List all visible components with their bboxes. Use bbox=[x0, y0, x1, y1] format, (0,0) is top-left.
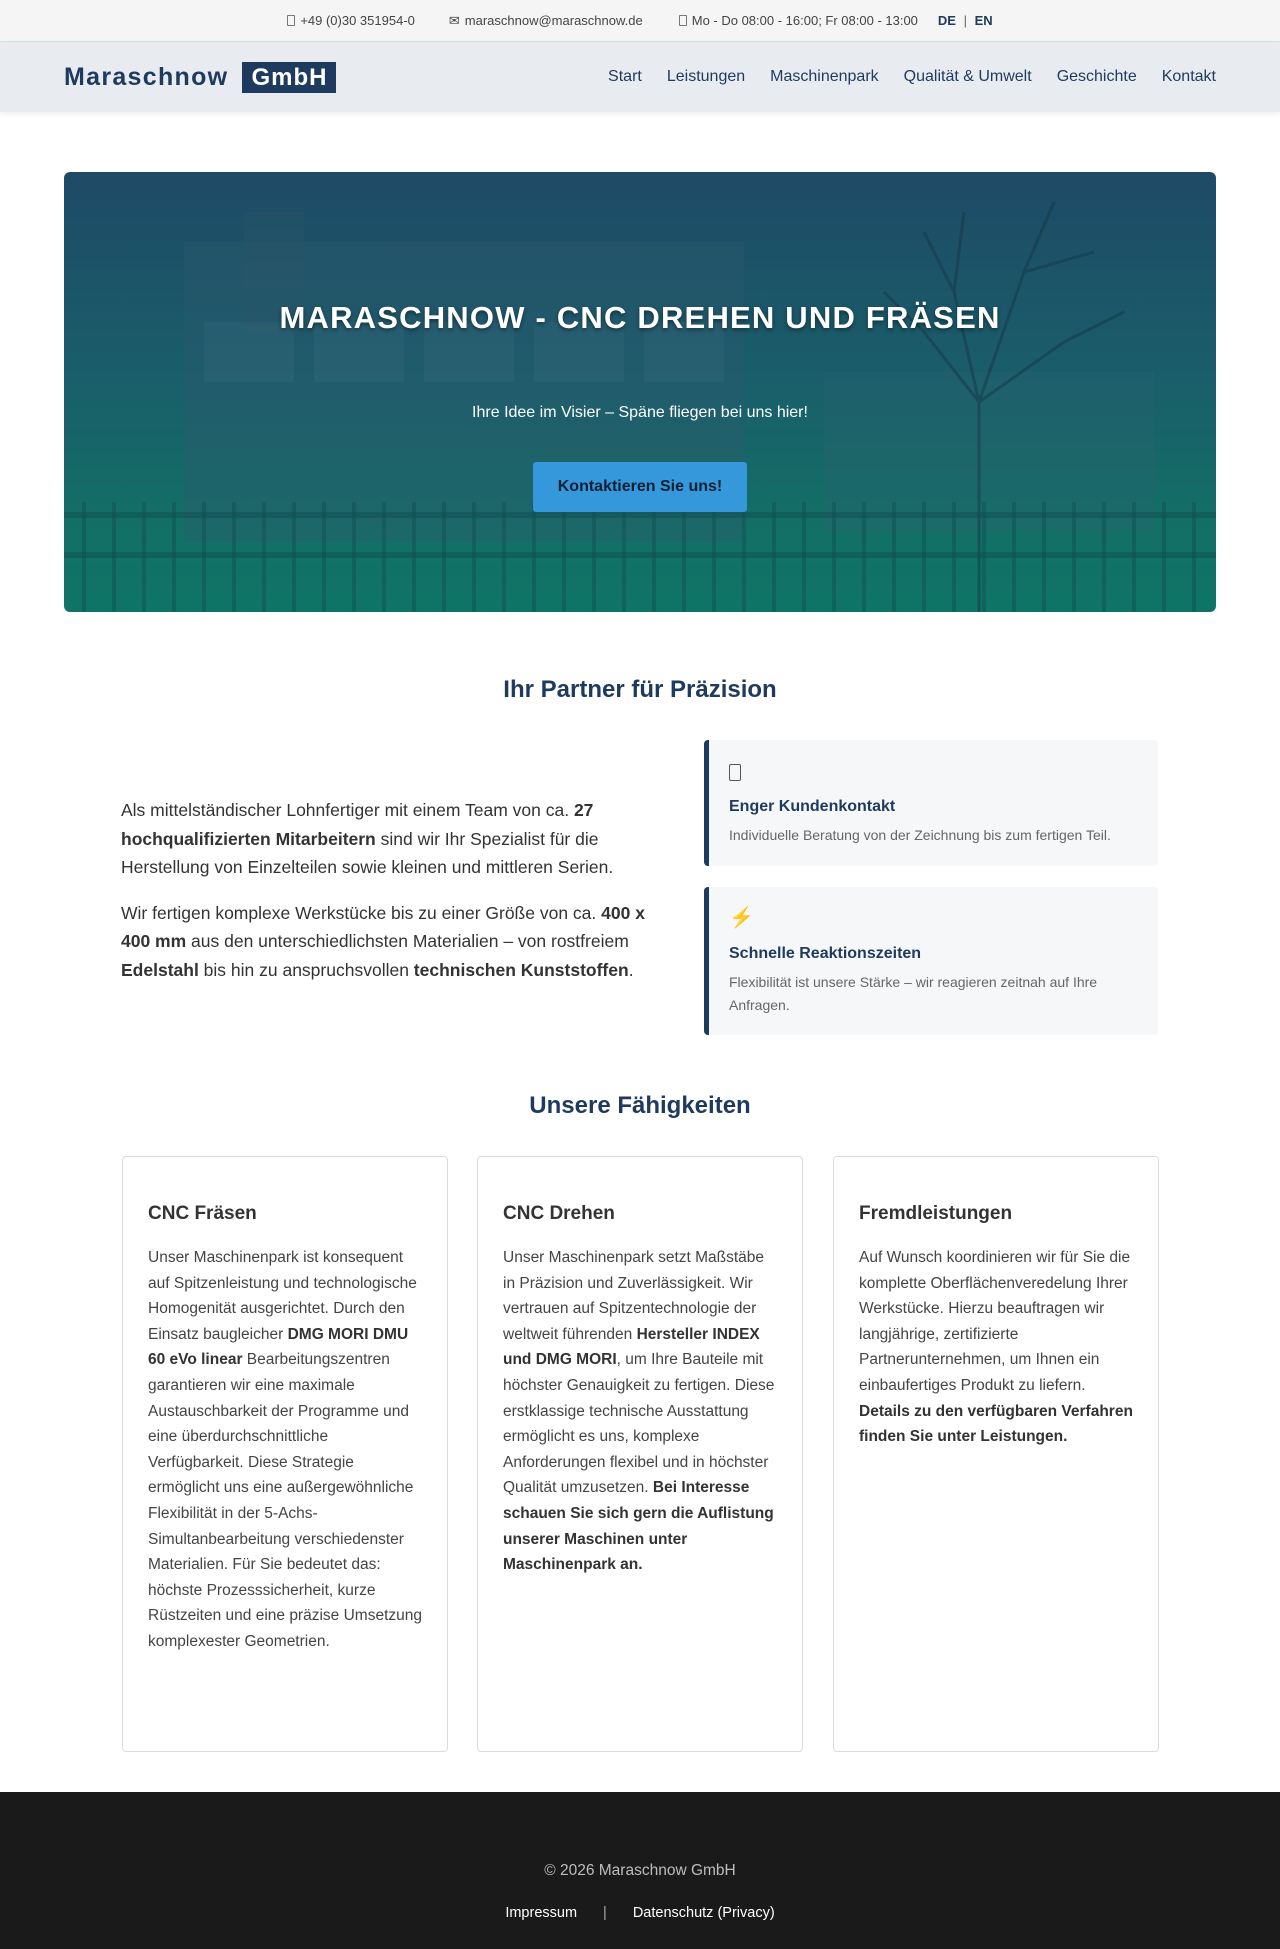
capability-text: Auf Wunsch koordinieren wir für Sie die komplette Oberflächenveredelung Ihrer Werkstücke. Hierzu beauftragen wir langjährige, zertifizierte Partnerunternehmen, um Ihnen ein einbaufertiges Produkt zu liefern. Details zu den verfügbaren Verfahren finden Sie unter Leistungen. bbox=[859, 1249, 1133, 1446]
phone-icon bbox=[287, 15, 295, 26]
footer-links bbox=[0, 1905, 1280, 1921]
phone-number: +49 (0)30 351954-0 bbox=[300, 13, 415, 28]
lang-separator: | bbox=[963, 13, 967, 28]
nav-kontakt[interactable]: Kontakt bbox=[1161, 68, 1216, 85]
phone-icon bbox=[729, 764, 741, 781]
site-header bbox=[0, 42, 1280, 112]
intro-paragraph-1: Als mittelständischer Lohnfertiger mit einem Team von ca. 27 hochqualifizierten Mitarbeitern sind wir Ihr Spezialist für die Herstellung von Einzelteilen sowie kleinen und mittleren Serien. bbox=[121, 800, 614, 877]
nav-start[interactable]: Start bbox=[608, 68, 642, 85]
copyright: © 2026 Maraschnow GmbH bbox=[544, 1862, 736, 1879]
language-switcher bbox=[938, 13, 993, 28]
feature-card-kundenkontakt bbox=[704, 740, 1158, 866]
capability-title: CNC Fräsen bbox=[148, 1203, 257, 1224]
partner-heading: Ihr Partner für Präzision bbox=[503, 676, 777, 703]
intro-paragraph-2: Wir fertigen komplexe Werkstücke bis zu einer Größe von ca. 400 x 400 mm aus den unterschiedlichsten Materialien – von rostfreiem Edelstahl bis hin zu anspruchsvollen technischen Kunststoffen. bbox=[121, 902, 645, 980]
hero-title: MARASCHNOW - CNC DREHEN UND FRÄSEN bbox=[279, 300, 1001, 335]
capability-text: Unser Maschinenpark setzt Maßstäbe in Präzision und Zuverlässigkeit. Wir vertrauen auf Spitzentechnologie der weltweit führenden Hersteller INDEX und DMG MORI, um Ihre Bauteile mit höchster Genauigkeit zu fertigen. Diese erstklassige technische Ausstattung ermöglicht es uns, komplexe Anforderungen flexibel und in höchster Qualität umzusetzen. Bei Interesse schauen Sie sich gern die Auflistung unserer Maschinen unter Maschinenpark an. bbox=[503, 1249, 775, 1574]
feature-text: Individuelle Beratung von der Zeichnung bis zum fertigen Teil. bbox=[729, 827, 1111, 843]
capability-title: CNC Drehen bbox=[503, 1203, 615, 1224]
footer-separator: | bbox=[603, 1905, 607, 1921]
hero-banner bbox=[64, 172, 1216, 612]
capabilities-heading: Unsere Fähigkeiten bbox=[529, 1092, 751, 1119]
logo-badge: GmbH bbox=[242, 62, 336, 93]
capability-title: Fremdleistungen bbox=[859, 1203, 1013, 1224]
feature-title: Enger Kundenkontakt bbox=[729, 798, 896, 815]
nav-geschichte[interactable]: Geschichte bbox=[1056, 68, 1137, 85]
nav-qualitaet-umwelt[interactable]: Qualität & Umwelt bbox=[903, 68, 1032, 85]
email-address: maraschnow@maraschnow.de bbox=[464, 13, 643, 28]
site-footer bbox=[0, 1792, 1280, 1949]
hero-background-image bbox=[64, 172, 1216, 612]
lang-de-link[interactable]: DE bbox=[937, 13, 956, 28]
main-nav bbox=[583, 68, 1216, 86]
capability-card-fremdleistungen bbox=[833, 1156, 1159, 1752]
lang-en-link[interactable]: EN bbox=[974, 13, 993, 28]
capability-text: Unser Maschinenpark ist konsequent auf Spitzenleistung und technologische Homogenität ausgerichtet. Durch den Einsatz baugleicher DMG MORI DMU 60 eVo linear Bearbeitungszentren garantieren wir eine maximale Austauschbarkeit der Programme und eine überdurchschnittliche Verfügbarkeit. Diese Strategie ermöglicht uns eine außergewöhnliche Flexibilität in der 5-Achs-Simultanbearbeitung verschiedenster Materialien. Für Sie bedeutet das: höchste Prozesssicherheit, kurze Rüstzeiten und eine präzise Umsetzung komplexester Geometrien. bbox=[148, 1249, 422, 1650]
feature-card-reaktionszeiten bbox=[704, 887, 1158, 1035]
logo-text: Maraschnow bbox=[64, 62, 229, 91]
top-info-bar bbox=[0, 0, 1280, 42]
mail-icon: ✉ bbox=[448, 12, 460, 28]
capability-card-fraesen bbox=[122, 1156, 448, 1752]
contact-cta-button[interactable]: Kontaktieren Sie uns! bbox=[533, 462, 747, 512]
impressum-link[interactable]: Impressum bbox=[505, 1905, 578, 1921]
capability-card-drehen bbox=[477, 1156, 803, 1752]
hero-subtitle: Ihre Idee im Visier – Späne fliegen bei uns hier! bbox=[472, 404, 808, 421]
feature-title: Schnelle Reaktionszeiten bbox=[729, 945, 922, 962]
opening-hours bbox=[679, 13, 918, 28]
nav-leistungen[interactable]: Leistungen bbox=[666, 68, 746, 85]
email-info[interactable] bbox=[449, 13, 643, 29]
privacy-link[interactable]: Datenschutz (Privacy) bbox=[632, 1905, 775, 1921]
clock-icon bbox=[679, 15, 687, 26]
nav-maschinenpark[interactable]: Maschinenpark bbox=[770, 68, 879, 85]
feature-text: Flexibilität ist unsere Stärke – wir reagieren zeitnah auf Ihre Anfragen. bbox=[729, 974, 1098, 1013]
intro-text bbox=[121, 796, 666, 984]
lightning-icon: ⚡ bbox=[729, 907, 754, 929]
logo[interactable] bbox=[64, 62, 336, 93]
phone-info[interactable] bbox=[287, 13, 415, 28]
hours-text: Mo - Do 08:00 - 16:00; Fr 08:00 - 13:00 bbox=[691, 13, 918, 28]
